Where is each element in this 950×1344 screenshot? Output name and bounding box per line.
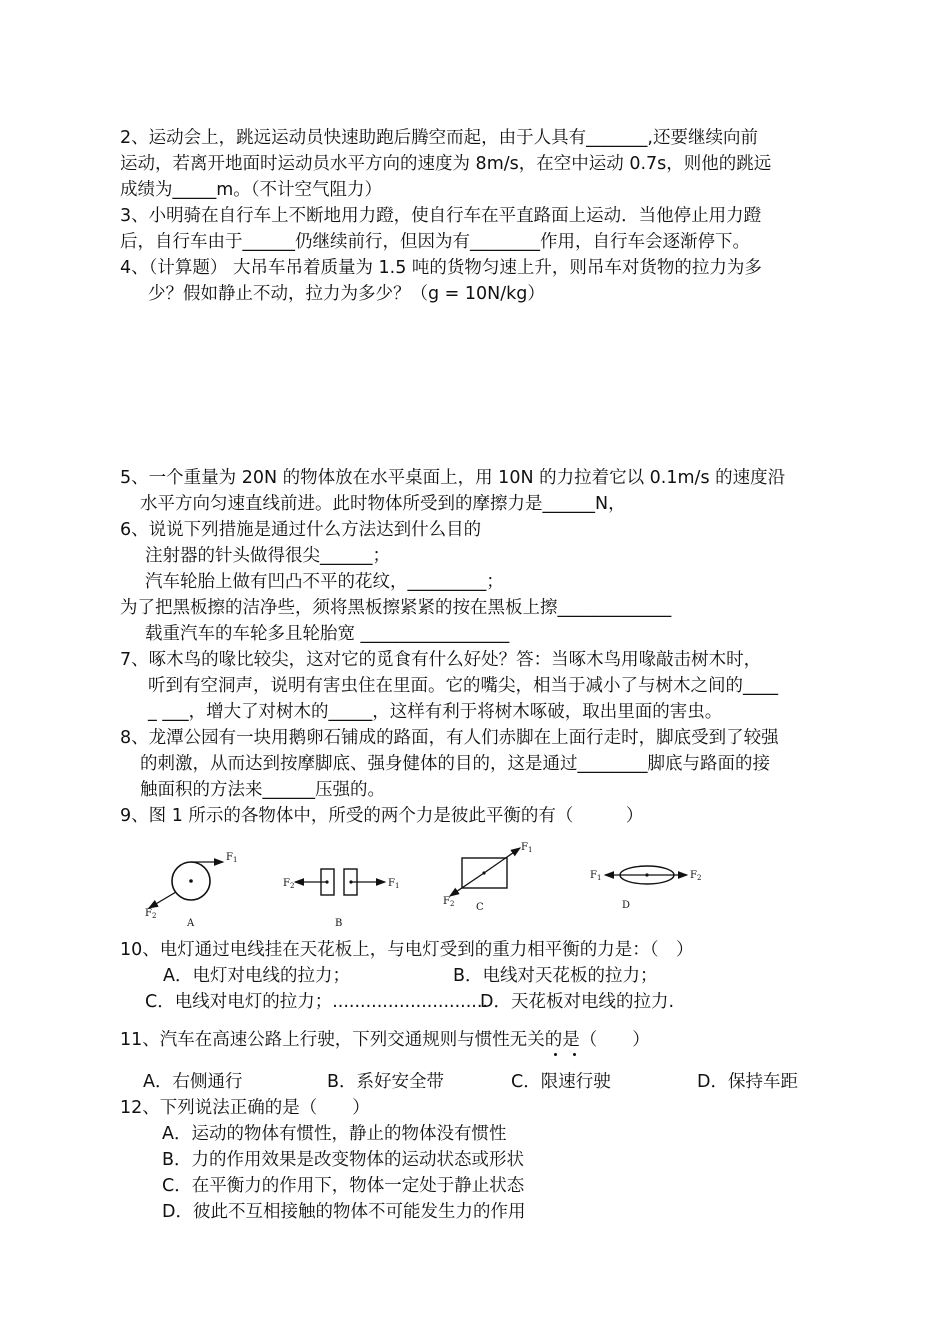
- q10-option-b: B．电线对天花板的拉力；: [453, 966, 658, 986]
- figure-b-label: B: [335, 918, 343, 929]
- q3-line1: 3、小明骑在自行车上不断地用力蹬，使自行车在平直路面上运动．当他停止用力蹬: [120, 206, 762, 226]
- q11-line1: 11、汽车在高速公路上行驶，下列交通规则与惯性无关的是（ ）: [120, 1030, 650, 1050]
- q6-item2: 汽车轮胎上做有凹凸不平的花纹，_________；: [145, 572, 504, 592]
- q8-line3: 触面积的方法来______压强的。: [140, 780, 385, 800]
- q10-option-d: D．天花板对电线的拉力.: [480, 992, 675, 1012]
- q11-option-c: C．限速行驶: [511, 1072, 611, 1092]
- figure-b-f2-label: $F_2$: [283, 878, 295, 890]
- q2-line3: 成绩为_____m。（不计空气阻力）: [120, 180, 383, 200]
- q12-option-c: C．在平衡力的作用下，物体一定处于静止状态: [162, 1176, 525, 1196]
- q7-line2: 听到有空洞声，说明有害虫住在里面。它的嘴尖，相当于减小了与树木之间的____: [148, 676, 778, 696]
- q12-option-a: A．运动的物体有惯性，静止的物体没有惯性: [162, 1124, 507, 1144]
- q11-option-d: D．保持车距: [697, 1072, 798, 1092]
- q7-line1: 7、啄木鸟的喙比较尖，这对它的觅食有什么好处？答：当啄木鸟用喙敲击树木时，: [120, 650, 762, 670]
- figure-1: [135, 838, 725, 930]
- emphasis-dot: [573, 1053, 576, 1056]
- q9-line1: 9、图 1 所示的各物体中，所受的两个力是彼此平衡的有（ ）: [120, 806, 644, 826]
- q6-item3: 为了把黑板擦的洁净些，须将黑板擦紧紧的按在黑板上擦_____________: [120, 598, 672, 618]
- q3-line2: 后，自行车由于______仍继续前行，但因为有________作用，自行车会逐渐停下。: [120, 232, 750, 252]
- q6-line1: 6、说说下列措施是通过什么方法达到什么目的: [120, 520, 482, 540]
- figure-b-blocks: [283, 869, 399, 929]
- q12-option-d: D．彼此不互相接触的物体不可能发生力的作用: [162, 1202, 526, 1222]
- figure-c-f2-label: $F_2$: [443, 896, 455, 908]
- figure-a-label: A: [187, 918, 195, 929]
- figure-d-ellipse: [590, 866, 701, 911]
- figure-a-wheel: [145, 852, 237, 929]
- figure-a-f1-label: $F_1$: [226, 852, 238, 864]
- figure-c-f1-label: $F_1$: [521, 842, 533, 854]
- q12-line1: 12、下列说法正确的是（ ）: [120, 1098, 370, 1118]
- q6-item4: 载重汽车的车轮多且轮胎宽 _________________: [145, 624, 510, 644]
- q12-option-b: B．力的作用效果是改变物体的运动状态或形状: [162, 1150, 525, 1170]
- q11-option-b: B．系好安全带: [327, 1072, 445, 1092]
- q10-option-c-d-prefix: C．电线对电灯的拉力；............................: [145, 992, 488, 1012]
- figure-c-label: C: [476, 902, 484, 913]
- q11-option-a: A．右侧通行: [143, 1072, 243, 1092]
- emphasis-dot: [554, 1053, 557, 1056]
- q10-option-a: A．电灯对电线的拉力；: [163, 966, 350, 986]
- figure-a-f2-label: $F_2$: [145, 908, 157, 920]
- q10-line1: 10、电灯通过电线挂在天花板上，与电灯受到的重力相平衡的力是：（ ）: [120, 940, 694, 960]
- q4-line1: 4、（计算题） 大吊车吊着质量为 1.5 吨的货物匀速上升，则吊车对货物的拉力为多: [120, 258, 762, 278]
- figure-d-f1-label: $F_1$: [590, 870, 602, 882]
- q6-item1: 注射器的针头做得很尖______；: [145, 546, 390, 566]
- q4-line2: 少？假如静止不动，拉力为多少？（g = 10N/kg）: [148, 284, 545, 304]
- q8-line2: 的刺激，从而达到按摩脚底、强身健体的目的，这是通过________脚底与路面的接: [140, 754, 770, 774]
- figure-d-label: D: [622, 900, 631, 911]
- q8-line1: 8、龙潭公园有一块用鹅卵石铺成的路面，有人们赤脚在上面行走时，脚底受到了较强: [120, 728, 779, 748]
- q2-line1: 2、运动会上，跳远运动员快速助跑后腾空而起，由于人具有_______,还要继续向前: [120, 128, 758, 148]
- q2-line2: 运动，若离开地面时运动员水平方向的速度为 8m/s，在空中运动 0.7s，则他的跳远: [120, 154, 772, 174]
- figure-b-f1-label: $F_1$: [388, 878, 400, 890]
- q7-line3: _ ___，增大了对树木的_____，这样有利于将树木啄破，取出里面的害虫。: [148, 702, 723, 722]
- q5-line1: 5、一个重量为 20N 的物体放在水平桌面上，用 10N 的力拉着它以 0.1m/s 的速度沿: [120, 468, 786, 488]
- q5-line2: 水平方向匀速直线前进。此时物体所受到的摩擦力是______N，: [140, 494, 626, 514]
- figure-c-box: [443, 842, 532, 913]
- figure-d-f2-label: $F_2$: [690, 870, 702, 882]
